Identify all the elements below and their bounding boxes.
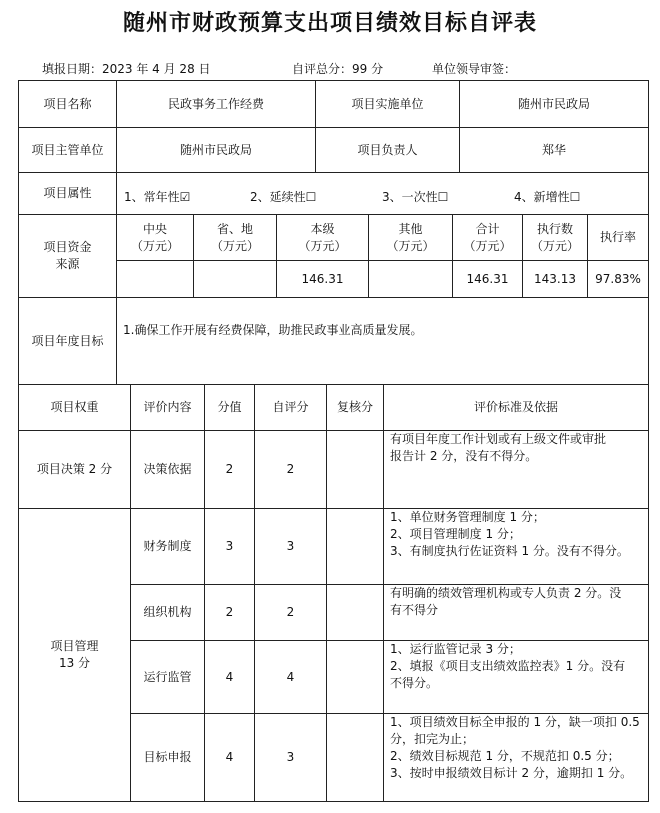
attribute-option-new[interactable]: 4、新增性☐ (514, 190, 581, 204)
project-name-label: 项目名称 (18, 80, 117, 128)
table-row-content: 财务制度 (130, 508, 205, 585)
attribute-option-continuing[interactable]: 2、延续性☐ (250, 190, 317, 204)
table-row-content: 组织机构 (130, 584, 205, 641)
attributes-label: 项目属性 (18, 172, 117, 215)
funding-label-line1: 项目资金 (43, 240, 92, 254)
funding-label (18, 214, 117, 298)
table-row-self-score: 3 (254, 508, 327, 585)
funding-value-other (368, 260, 453, 298)
header-weight: 项目权重 (18, 384, 131, 431)
funding-header-executed: 执行数 （万元） (522, 214, 588, 261)
table-row-self-score: 2 (254, 584, 327, 641)
table-row-criteria: 有项目年度工作计划或有上级文件或审批 报告计 2 分，没有不得分。 (383, 430, 649, 509)
funding-value-total: 146.31 (452, 260, 523, 298)
table-row-review-score (326, 640, 384, 714)
table-row-self-score: 2 (254, 430, 327, 509)
table-row-content: 运行监管 (130, 640, 205, 714)
funding-value-province (193, 260, 277, 298)
table-row-review-score (326, 430, 384, 509)
table-row-score: 2 (204, 430, 255, 509)
table-row-self-score: 4 (254, 640, 327, 714)
project-name: 民政事务工作经费 (116, 80, 316, 128)
funding-header-total: 合计 （万元） (452, 214, 523, 261)
table-row-content: 目标申报 (130, 713, 205, 802)
leader-signature: 单位领导审签： (432, 62, 517, 76)
table-row-score: 3 (204, 508, 255, 585)
person-label: 项目负责人 (315, 127, 460, 173)
funding-value-executed: 143.13 (522, 260, 588, 298)
page-title: 随州市财政预算支出项目绩效目标自评表 (122, 11, 537, 36)
funding-header-province: 省、地 （万元） (193, 214, 277, 261)
annual-goal-text: 1.确保工作开展有经费保障，助推民政事业高质量发展。 (116, 297, 649, 385)
funding-value-rate: 97.83% (587, 260, 649, 298)
person: 郑华 (459, 127, 649, 173)
funding-header-local: 本级 （万元） (276, 214, 369, 261)
table-row-score: 4 (204, 713, 255, 802)
supervisor: 随州市民政局 (116, 127, 316, 173)
funding-value-central (116, 260, 194, 298)
annual-goal-label: 项目年度目标 (18, 297, 117, 385)
funding-header-other: 其他 （万元） (368, 214, 453, 261)
header-score: 分值 (204, 384, 255, 431)
attribute-option-recurring[interactable]: 1、常年性☑ (124, 190, 191, 204)
supervisor-label: 项目主管单位 (18, 127, 117, 173)
table-row-review-score (326, 508, 384, 585)
table-row-score: 2 (204, 584, 255, 641)
attribute-option-one-time[interactable]: 3、一次性☐ (382, 190, 449, 204)
header-review-score: 复核分 (326, 384, 384, 431)
table-row-criteria: 有明确的绩效管理机构或专人负责 2 分。没 有不得分 (383, 584, 649, 641)
table-row-review-score (326, 584, 384, 641)
funding-header-rate: 执行率 (587, 214, 649, 261)
group-decision-label: 项目决策 2 分 (18, 430, 131, 509)
header-self-score: 自评分 (254, 384, 327, 431)
header-criteria: 评价标准及依据 (383, 384, 649, 431)
table-row-score: 4 (204, 640, 255, 714)
table-row-self-score: 3 (254, 713, 327, 802)
table-row-criteria: 1、运行监管记录 3 分； 2、填报《项目支出绩效监控表》1 分。没有 不得分。 (383, 640, 649, 714)
impl-unit: 随州市民政局 (459, 80, 649, 128)
table-row-criteria: 1、项目绩效目标全申报的 1 分，缺一项扣 0.5 分，扣完为止； 2、绩效目标规范 1 分，不规范扣 0.5 分； 3、按时申报绩效目标计 2 分，逾期扣 1 分。 (383, 713, 649, 802)
impl-unit-label: 项目实施单位 (315, 80, 460, 128)
funding-header-central: 中央 （万元） (116, 214, 194, 261)
header-content: 评价内容 (130, 384, 205, 431)
funding-label-line2: 来源 (55, 257, 80, 271)
total-score: 自评总分：99 分 (292, 62, 384, 76)
funding-value-local: 146.31 (276, 260, 369, 298)
table-row-criteria: 1、单位财务管理制度 1 分； 2、项目管理制度 1 分； 3、有制度执行佐证资料 1 分。没有不得分。 (383, 508, 649, 585)
table-row-review-score (326, 713, 384, 802)
group-management-label: 项目管理 13 分 (18, 508, 131, 802)
table-row-content: 决策依据 (130, 430, 205, 509)
fill-date: 填报日期：2023 年 4 月 28 日 (42, 62, 211, 76)
